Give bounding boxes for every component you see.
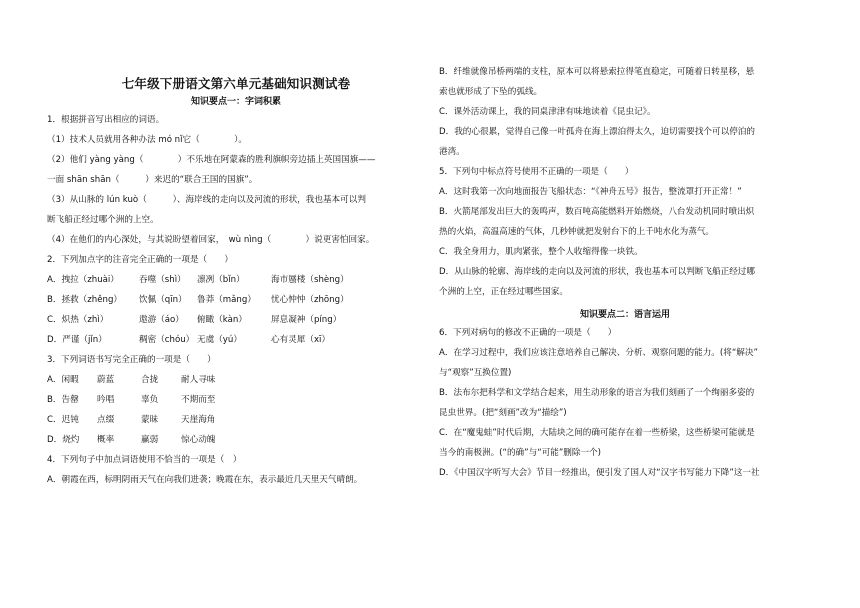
question-4-option-b-line-2: 索也就形成了下坠的弧线。 (439, 87, 543, 97)
option-cell: 吞噬（shì） (139, 275, 186, 285)
option-cell: 俯瞰（kàn） (197, 315, 247, 325)
question-1-item-4: （4）在他们的内心深处，与其说盼望着回家， wù nìng（ ）说更害怕回家。 (47, 235, 375, 245)
right-column (439, 62, 811, 483)
question-2-option-a (47, 270, 425, 290)
option-cell: 忧心忡忡（zhōng） (271, 295, 349, 305)
question-2-option-d (47, 330, 425, 350)
question-4-option-b-line-1: B．纤维就像吊桥两端的支柱，原本可以将悬索拉得笔直稳定，可随着日转星移，悬 (439, 67, 755, 77)
question-3-option-a (47, 370, 425, 390)
option-cell: 惊心动魄 (181, 435, 216, 445)
question-2: 2．下列加点字的注音完全正确的一项是（ ） (47, 255, 233, 265)
option-cell: 鲁莽（mǎng） (197, 295, 256, 305)
question-6-option-d-line-1: D．《中国汉字听写大会》节目一经推出，便引发了国人对“汉字书写能力下降”这一社 (439, 468, 760, 478)
option-cell: D．严谨（jǐn） (47, 335, 107, 345)
question-5-option-b-line-2: 热的火焰，高温高速的气体，几秒钟就把发射台下的上千吨水化为蒸气。 (439, 227, 715, 237)
option-cell: 赢弱 (141, 435, 159, 445)
option-cell: 耐人寻味 (181, 375, 216, 385)
question-5-option-b-line-1: B．火箭尾部发出巨大的轰鸣声，数百吨高能燃料开始燃烧，八台发动机同时喷出炽 (439, 207, 755, 217)
option-cell: 屏息凝神（píng） (271, 315, 342, 325)
question-4-option-a: A．朝霞在西，标明阴雨天气在向我们进袭；晚霞在东，表示最近几天里天气晴朗。 (47, 475, 363, 485)
option-cell: A．拽拉（zhuài） (47, 275, 119, 285)
option-cell: 蔚蓝 (97, 375, 115, 385)
option-cell: 天崖海角 (181, 415, 216, 425)
question-1-item-2-line-1: （2）他们 yàng yàng（ ）不乐地在阿蒙森的胜利旗帜旁边插上英国国旗—— (47, 155, 376, 165)
question-1-item-1: （1）技术人员就用各种办法 mó nǐ它（ ）。 (47, 135, 247, 145)
option-cell: 蒙昧 (141, 415, 159, 425)
question-4-option-d-line-2: 港湾。 (439, 147, 465, 157)
question-4: 4．下列句子中加点词语使用不恰当的一项是（ ） (47, 455, 242, 465)
option-cell: 无虞（yú） (197, 335, 242, 345)
option-cell: D．烧灼 (47, 435, 80, 445)
question-5: 5．下列句中标点符号使用不正确的一项是（ ） (439, 167, 634, 177)
question-5-option-d-line-2: 个洲的上空，正在经过哪些国家。 (439, 287, 568, 297)
option-cell: A．闲暇 (47, 375, 79, 385)
question-2-option-c (47, 310, 425, 330)
section-heading-1: 知识要点一：字词积累 (190, 97, 281, 107)
question-6-option-c-line-1: C．在“魔鬼蛙”时代后期，大陆块之间的确可能存在着一些桥梁，这些桥梁可能就是 (439, 428, 755, 438)
question-1-item-3-line-1: （3）从山脉的 lún kuò（ ）、海岸线的走向以及河流的形状，我也基本可以判 (47, 195, 366, 205)
question-2-option-b (47, 290, 425, 310)
option-cell: 心有灵犀（xī） (271, 335, 331, 345)
left-column (47, 92, 425, 490)
option-cell: 稠密（chóu） (139, 335, 195, 345)
question-6-option-c-line-2: 当今的南极洲。(“的确”与“可能”删除一个) (439, 448, 602, 458)
option-cell: 海市蜃楼（shèng） (271, 275, 349, 285)
question-6-option-b-line-1: B．法布尔把科学和文学结合起来，用生动形象的语言为我们刻画了一个绚丽多姿的 (439, 388, 755, 398)
option-cell: 点缀 (97, 415, 115, 425)
section-heading-2: 知识要点二：语言运用 (579, 310, 670, 320)
question-3-option-d (47, 430, 425, 450)
question-4-option-c: C．课外活动课上，我的同桌津津有味地读着《昆虫记》。 (439, 107, 656, 117)
question-3-option-b (47, 390, 425, 410)
question-1-item-3-line-2: 断飞船正经过哪个洲的上空。 (47, 215, 159, 225)
question-6-option-b-line-2: 昆虫世界。(把“刻画”改为“描绘”) (439, 408, 567, 418)
option-cell: B．告罄 (47, 395, 79, 405)
question-1-item-2-line-2: 一面 shān shān（ ）来迟的“联合王国的国旗”。 (47, 175, 258, 185)
question-5-option-d-line-1: D．从山脉的轮廓、海岸线的走向以及河流的形状，我也基本可以判断飞船正经过哪 (439, 267, 755, 277)
option-cell: 概率 (97, 435, 115, 445)
option-cell: 凛冽（bǐn） (197, 275, 245, 285)
option-cell: 饮佩（qīn） (139, 295, 187, 305)
option-cell: 辜负 (141, 395, 159, 405)
question-6: 6．下列对病句的修改不正确的一项是（ ） (439, 328, 617, 338)
option-cell: 不期而至 (181, 395, 216, 405)
option-cell: 合拢 (141, 375, 159, 385)
question-5-option-c: C．我全身用力，肌肉紧张，整个人收缩得像一块铁。 (439, 247, 643, 257)
question-6-option-a-line-1: A．在学习过程中，我们应该注意培养自己解决、分析、观察问题的能力。(将“解决” (439, 348, 758, 358)
option-cell: 遨游（áo） (139, 315, 184, 325)
question-4-option-d-line-1: D．我的心很累，觉得自己像一叶孤舟在海上漂泊得太久，迫切需要找个可以停泊的 (439, 127, 755, 137)
page-title: 七年级下册语文第六单元基础知识测试卷 (121, 76, 351, 91)
option-cell: C．迟钝 (47, 415, 79, 425)
option-cell: 吟唱 (97, 395, 115, 405)
question-3: 3．下列词语书写完全正确的一项是（ ） (47, 355, 216, 365)
question-5-option-a: A．这时我第一次向地面报告飞船状态：“《神舟五号》报告，整流罩打开正常！” (439, 187, 742, 197)
question-3-option-c (47, 410, 425, 430)
question-1: 1．根据拼音写出相应的词语。 (47, 115, 165, 125)
option-cell: C．炽热（zhì） (47, 315, 109, 325)
question-6-option-a-line-2: 与“观察”互换位置) (439, 368, 512, 378)
option-cell: B．拯救（zhěng） (47, 295, 123, 305)
